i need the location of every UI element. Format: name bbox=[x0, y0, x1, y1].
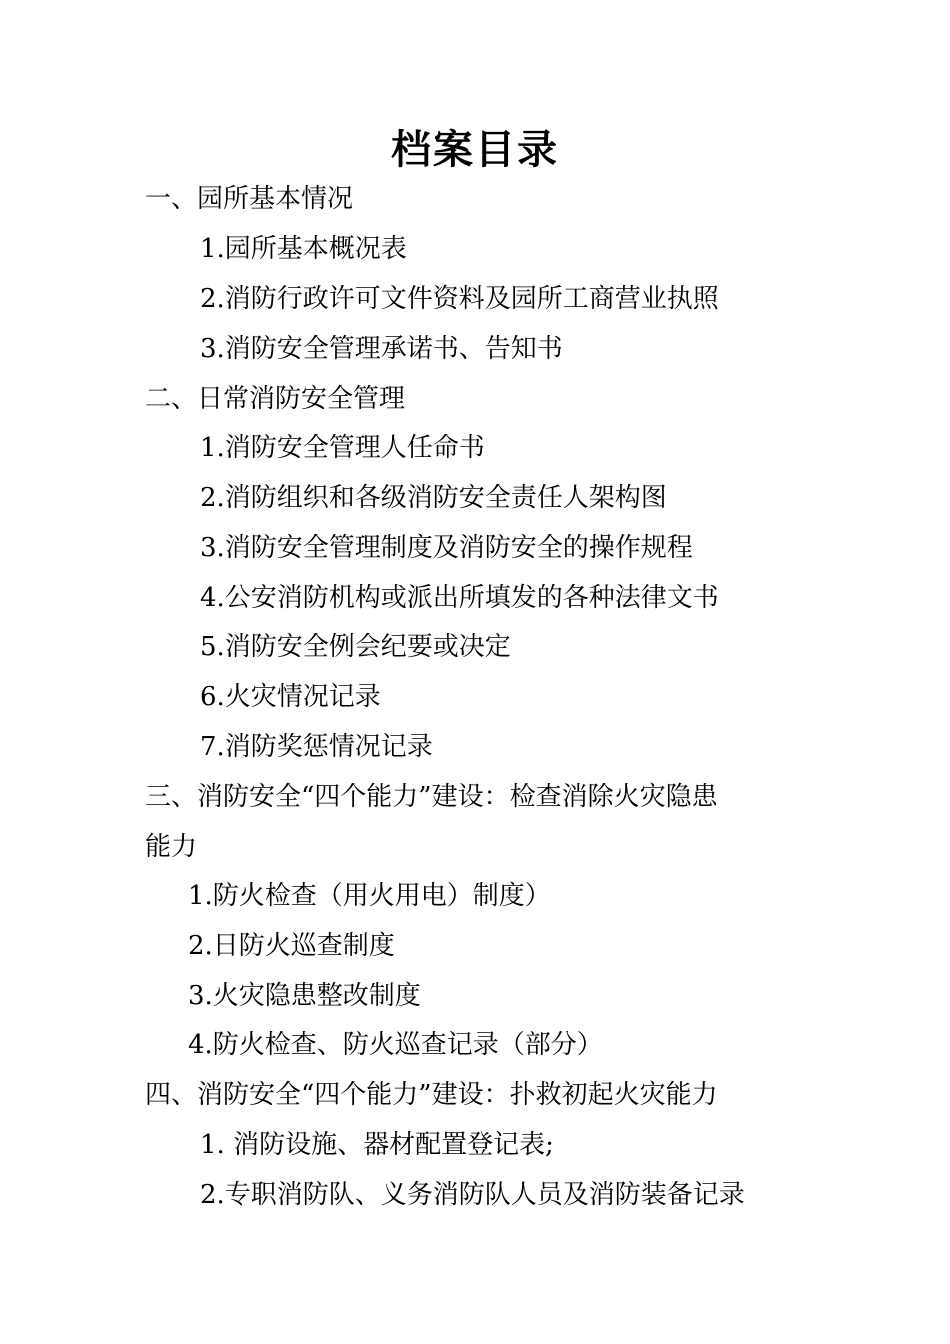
list-item: 2.专职消防队、义务消防队人员及消防装备记录 bbox=[200, 1180, 745, 1210]
list-item: 2.消防行政许可文件资料及园所工商营业执照 bbox=[200, 284, 719, 314]
list-item: 3.火灾隐患整改制度 bbox=[188, 981, 421, 1011]
list-item: 2.消防组织和各级消防安全责任人架构图 bbox=[200, 483, 667, 513]
list-item: 4.公安消防机构或派出所填发的各种法律文书 bbox=[200, 583, 719, 613]
list-item: 1.消防安全管理人任命书 bbox=[200, 433, 485, 463]
list-item: 3.消防安全管理制度及消防安全的操作规程 bbox=[200, 533, 693, 563]
list-item: 1.园所基本概况表 bbox=[200, 234, 407, 264]
list-item: 7.消防奖惩情况记录 bbox=[200, 732, 433, 762]
list-item: 6.火灾情况记录 bbox=[200, 682, 381, 712]
list-item: 5.消防安全例会纪要或决定 bbox=[200, 632, 511, 662]
list-item: 1. 消防设施、器材配置登记表; bbox=[200, 1130, 554, 1160]
list-item: 4.防火检查、防火巡查记录（部分） bbox=[188, 1030, 603, 1060]
list-item: 3.消防安全管理承诺书、告知书 bbox=[200, 334, 563, 364]
list-item: 2.日防火巡查制度 bbox=[188, 931, 395, 961]
section-heading-continued: 能力 bbox=[145, 832, 198, 862]
section-heading: 四、消防安全“四个能力”建设：扑救初起火灾能力 bbox=[145, 1080, 718, 1110]
list-item: 1.防火检查（用火用电）制度） bbox=[188, 881, 551, 911]
section-heading: 一、园所基本情况 bbox=[145, 184, 354, 214]
section-heading: 二、日常消防安全管理 bbox=[145, 384, 406, 414]
section-heading: 三、消防安全“四个能力”建设：检查消除火灾隐患 bbox=[145, 782, 718, 812]
page-title: 档案目录 bbox=[391, 127, 559, 173]
